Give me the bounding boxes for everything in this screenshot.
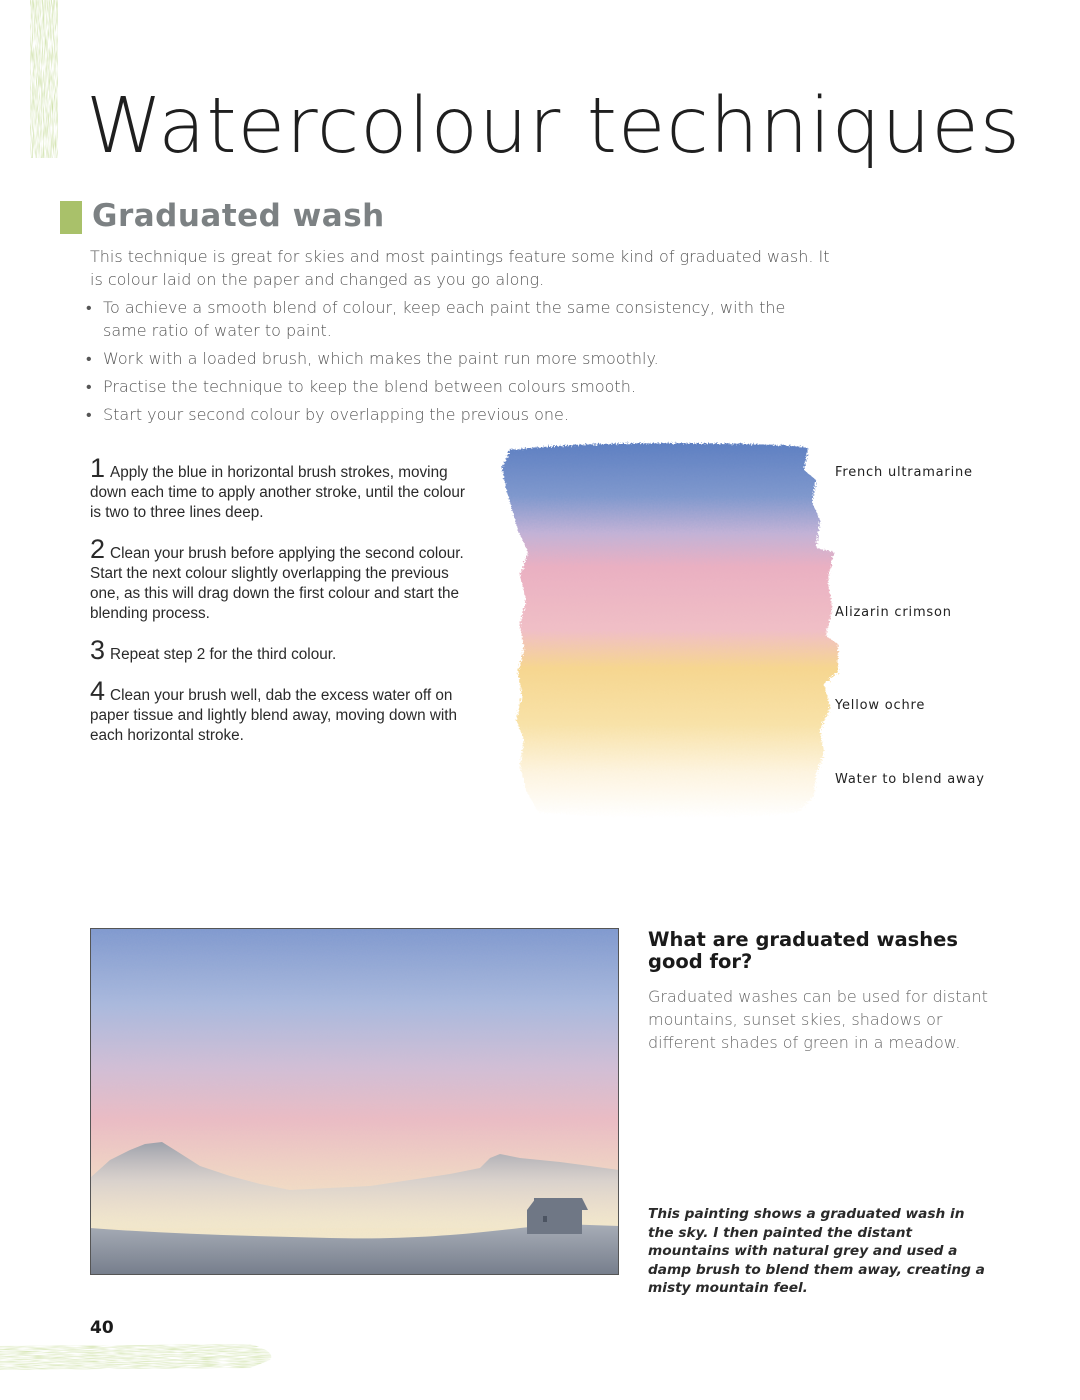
bullet: • [86, 377, 92, 396]
painting-caption: This painting shows a graduated wash in the sky. I then painted the distant mountains with natural grey and used a damp brush to blend them away, creating a misty mountain feel. [648, 1206, 985, 1296]
tip-text: Practise the technique to keep the blend between colours smooth. [103, 377, 636, 396]
page-title: Watercolour techniques [86, 82, 1021, 171]
section-heading: Graduated wash [92, 198, 385, 234]
step-number: 3 [90, 635, 106, 665]
tip-text: Work with a loaded brush, which makes the paint run more smoothly. [103, 349, 659, 368]
step-text: Repeat step 2 for the third colour. [110, 646, 337, 663]
page-number: 40 [90, 1318, 114, 1338]
brush-stroke-decoration-bottom [0, 1338, 300, 1378]
step-1 [90, 453, 480, 523]
tip-item [86, 296, 826, 342]
step-text: Clean your brush before applying the second colour. Start the next colour slightly overlapping the previous one, as this will drag down the first colour and start the blending process. [90, 545, 464, 622]
intro-paragraph: This technique is great for skies and most paintings feature some kind of graduated wash. It is colour laid on the paper and changed as you go along. [90, 247, 830, 289]
sidebar-heading: What are graduated washes good for? [648, 928, 958, 973]
step-text: Clean your brush well, dab the excess water off on paper tissue and lightly blend away, moving down with each horizontal stroke. [90, 687, 458, 744]
step-number: 4 [90, 676, 106, 706]
wash-label-ochre: Yellow ochre [835, 698, 926, 713]
sidebar-body: Graduated washes can be used for distant mountains, sunset skies, shadows or different shades of green in a meadow. [648, 987, 988, 1052]
step-3 [90, 635, 480, 665]
step-2 [90, 534, 480, 624]
step-4 [90, 676, 480, 746]
tips-list [86, 296, 826, 431]
tip-item [86, 403, 826, 426]
step-number: 2 [90, 534, 106, 564]
tip-text: To achieve a smooth blend of colour, keep each paint the same consistency, with the same ratio of water to paint. [103, 298, 786, 340]
tip-text: Start your second colour by overlapping the previous one. [103, 405, 569, 424]
wash-label-crimson: Alizarin crimson [835, 605, 952, 620]
bullet: • [86, 349, 92, 368]
wash-label-blue: French ultramarine [835, 465, 973, 480]
tip-item [86, 375, 826, 398]
step-number: 1 [90, 453, 106, 483]
bullet: • [86, 298, 92, 317]
step-text: Apply the blue in horizontal brush strokes, moving down each time to apply another stroke, until the colour is two to three lines deep. [90, 464, 465, 521]
graduated-wash-swatch [498, 440, 848, 830]
wash-label-water: Water to blend away [835, 772, 985, 787]
misty-mountain-painting [90, 928, 619, 1275]
brush-stroke-decoration [28, 0, 64, 160]
cottage [527, 1198, 588, 1234]
section-marker [60, 201, 82, 234]
bullet: • [86, 405, 92, 424]
tip-item [86, 347, 826, 370]
